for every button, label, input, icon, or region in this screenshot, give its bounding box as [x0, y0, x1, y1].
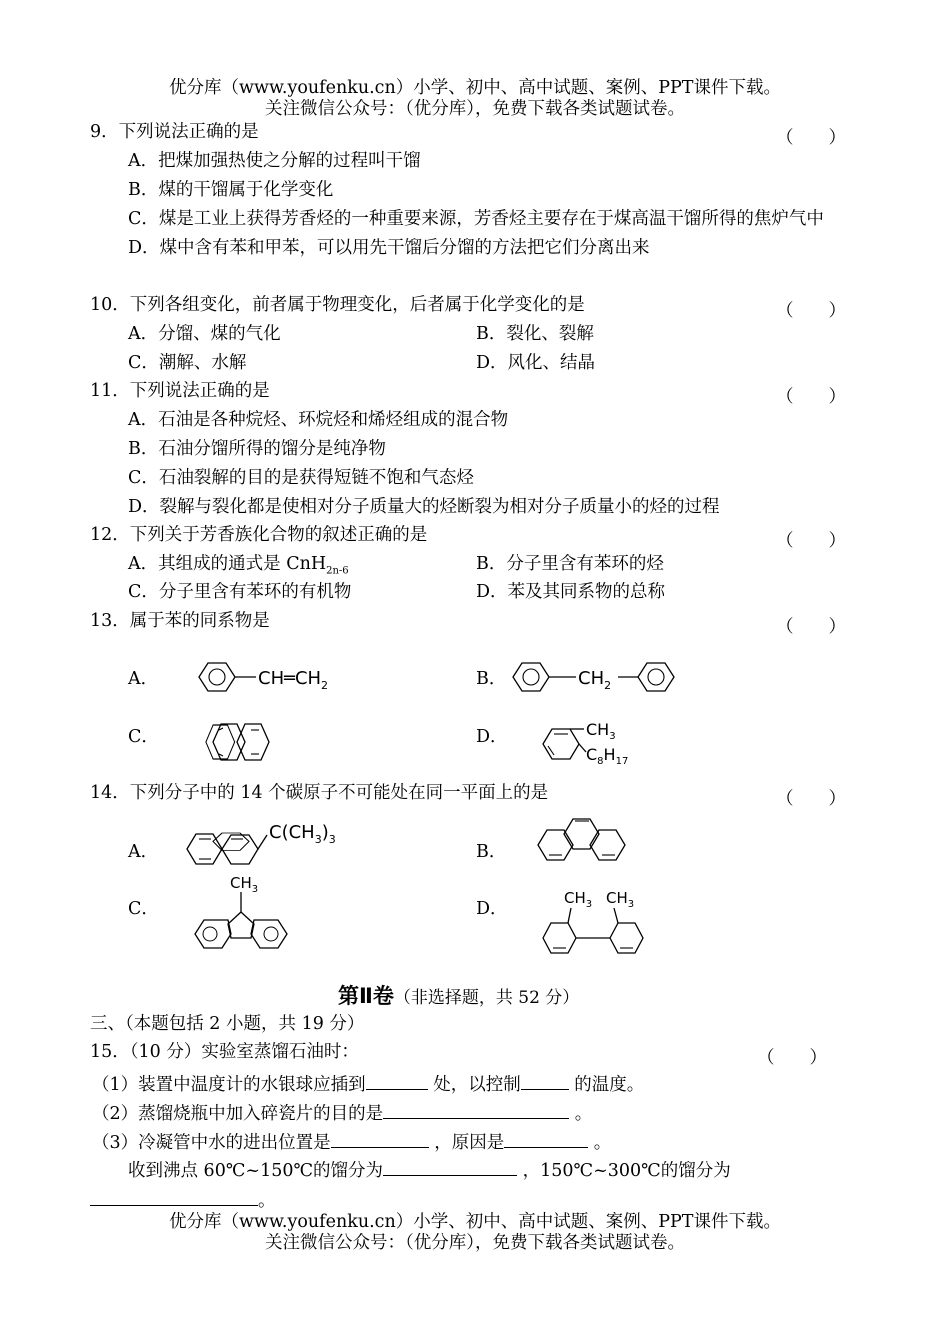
q13-option-a-label: A． — [128, 669, 159, 689]
q15-line-1 — [92, 1073, 644, 1095]
q12-option-a-text: A．其组成的通式是 CnH — [128, 554, 327, 574]
q10-option-c: C．潮解、水解 — [128, 353, 247, 373]
q15-line-4 — [128, 1159, 731, 1181]
q9-option-b: B．煤的干馏属于化学变化 — [128, 180, 334, 200]
q15-line-2 — [92, 1102, 592, 1124]
q14-d-sub2: 3 — [627, 899, 635, 910]
q12-stem: 12．下列关于芳香族化合物的叙述正确的是 — [90, 525, 428, 545]
q13-option-c-label: C． — [128, 727, 159, 747]
q15-blank-5[interactable] — [504, 1131, 588, 1148]
svg-text:CH═CH2 — [258, 668, 328, 692]
q9-answer-paren: （ ） — [776, 128, 846, 148]
svg-text:C(CH3)3 — [269, 822, 336, 846]
q13-d-top-sub: 3 — [609, 731, 616, 742]
q13-d-top: CH — [586, 720, 610, 739]
q15-line-3 — [92, 1131, 611, 1153]
q12-option-a — [128, 556, 349, 577]
q15-answer-paren: （ ） — [757, 1048, 827, 1068]
q9-stem: 9．下列说法正确的是 — [90, 122, 259, 142]
q12-answer-paren: （ ） — [776, 531, 846, 551]
q13-d-bot: C — [586, 745, 598, 764]
q10-answer-paren: （ ） — [776, 301, 846, 321]
q14-option-a-structure — [185, 815, 355, 871]
q14-d-methyl1: CH — [564, 889, 586, 907]
q15-blank-2[interactable] — [521, 1073, 569, 1090]
q14-a-close: ) — [321, 822, 329, 843]
section-2-subtitle: （非选择题，共 52 分） — [393, 988, 580, 1008]
header-line-1: 优分库（www.youfenku.cn）小学、初中、高中试题、案例、PPT课件下载。 — [169, 78, 781, 98]
q13-a-sub: 2 — [321, 679, 329, 692]
footer-line-2: 关注微信公众号：（优分库），免费下载各类试题试卷。 — [265, 1233, 685, 1253]
q13-d-bot-sub1: 8 — [597, 756, 604, 767]
q9-option-d: D．煤中含有苯和甲苯，可以用先干馏后分馏的方法把它们分离出来 — [128, 238, 650, 258]
q14-d-sub1: 3 — [585, 899, 593, 910]
q15-blank-4[interactable] — [331, 1131, 429, 1148]
svg-text:CH3 — [586, 720, 616, 742]
q14-option-b-structure — [535, 818, 655, 866]
q13-option-d-label: D． — [476, 727, 508, 747]
q15-l1a: （1）装置中温度计的水银球应插到 — [92, 1075, 366, 1095]
q15-l2a: （2）蒸馏烧瓶中加入碎瓷片的目的是 — [92, 1104, 384, 1124]
q13-stem: 13．属于苯的同系物是 — [90, 611, 270, 631]
q11-option-b: B．石油分馏所得的馏分是纯净物 — [128, 439, 386, 459]
q13-d-bot-mid: H — [603, 745, 616, 764]
q15-l1c: 的温度。 — [574, 1075, 645, 1095]
q13-b-sub: 2 — [604, 679, 612, 692]
q14-option-b-label: B． — [476, 842, 507, 862]
q14-c-sub: 3 — [251, 884, 259, 895]
q15-blank-3[interactable] — [383, 1102, 569, 1119]
q15-l4a: 收到沸点 60℃~150℃的馏分为 — [128, 1161, 384, 1181]
q11-answer-paren: （ ） — [776, 387, 846, 407]
q11-option-a: A．石油是各种烷烃、环烷烃和烯烃组成的混合物 — [128, 410, 509, 430]
q14-a-sub2: 3 — [328, 833, 336, 846]
q13-option-b-structure — [510, 655, 690, 701]
q12-option-d: D．苯及其同系物的总称 — [476, 582, 666, 602]
q9-option-c: C．煤是工业上获得芳香烃的一种重要来源，芳香烃主要存在于煤高温干馏所得的焦炉气中 — [128, 209, 824, 229]
q14-option-c-label: C． — [128, 899, 159, 919]
q14-stem: 14．下列分子中的 14 个碳原子不可能处在同一平面上的是 — [90, 783, 549, 803]
q13-d-bot-sub2: 17 — [615, 756, 629, 767]
section-2-heading — [338, 986, 579, 1008]
q10-stem: 10．下列各组变化，前者属于物理变化，后者属于化学变化的是 — [90, 295, 585, 315]
q12-option-a-subscript: 2n-6 — [326, 565, 349, 577]
q10-option-b: B．裂化、裂解 — [476, 324, 594, 344]
q15-l4b: ，150℃~300℃的馏分为 — [522, 1161, 731, 1181]
header-line-2: 关注微信公众号：（优分库），免费下载各类试题试卷。 — [265, 99, 685, 119]
footer-line-1: 优分库（www.youfenku.cn）小学、初中、高中试题、案例、PPT课件下载。 — [169, 1212, 781, 1232]
q15-l3a: （3）冷凝管中水的进出位置是 — [92, 1133, 331, 1153]
q14-d-methyl2: CH — [606, 889, 628, 907]
q12-option-b: B．分子里含有苯环的烃 — [476, 554, 664, 574]
q14-option-d-structure — [538, 885, 658, 957]
q12-option-c: C．分子里含有苯环的有机物 — [128, 582, 352, 602]
q9-option-a: A．把煤加强热使之分解的过程叫干馏 — [128, 151, 421, 171]
svg-text:CH3 — [230, 874, 258, 895]
q14-option-d-label: D． — [476, 899, 508, 919]
q10-option-a: A．分馏、煤的气化 — [128, 324, 281, 344]
q15-l1b: 处，以控制 — [433, 1075, 521, 1095]
svg-text:CH3 — [564, 889, 592, 910]
svg-text:C8H17 — [586, 745, 628, 767]
q11-option-c: C．石油裂解的目的是获得短链不饱和气态烃 — [128, 468, 474, 488]
q15-l5: 。 — [258, 1191, 276, 1211]
q13-option-b-label: B． — [476, 669, 507, 689]
q11-option-d: D．裂解与裂化都是使相对分子质量大的烃断裂为相对分子质量小的烃的过程 — [128, 497, 720, 517]
q14-option-a-label: A． — [128, 842, 159, 862]
svg-text:CH2 — [578, 668, 611, 692]
q14-option-c-structure — [190, 872, 300, 960]
q15-l2b: 。 — [574, 1104, 593, 1124]
section-2-title: 第Ⅱ卷 — [338, 984, 394, 1008]
q14-a-formula: C(CH — [269, 822, 315, 843]
q13-a-formula: CH═CH — [258, 668, 322, 689]
q15-stem: 15．（10 分）实验室蒸馏石油时： — [90, 1042, 359, 1062]
q15-blank-7[interactable] — [90, 1189, 258, 1206]
q15-l3b: ，原因是 — [434, 1133, 505, 1153]
q15-blank-1[interactable] — [366, 1073, 428, 1090]
q10-option-d: D．风化、结晶 — [476, 353, 596, 373]
q13-b-formula: CH — [578, 668, 605, 689]
svg-text:CH3 — [606, 889, 634, 910]
q15-l3c: 。 — [593, 1133, 612, 1153]
q15-blank-6[interactable] — [383, 1159, 517, 1176]
part-3-heading: 三、（本题包括 2 小题，共 19 分） — [90, 1014, 365, 1034]
q13-option-d-structure — [540, 718, 650, 768]
q11-stem: 11．下列说法正确的是 — [90, 381, 270, 401]
q14-a-sub: 3 — [314, 833, 322, 846]
q14-answer-paren: （ ） — [776, 789, 846, 809]
q13-answer-paren: （ ） — [776, 617, 846, 637]
q14-c-methyl: CH — [230, 874, 252, 892]
q13-option-a-structure — [190, 655, 370, 701]
q13-option-c-structure — [205, 718, 275, 766]
q15-line-5 — [90, 1189, 276, 1211]
